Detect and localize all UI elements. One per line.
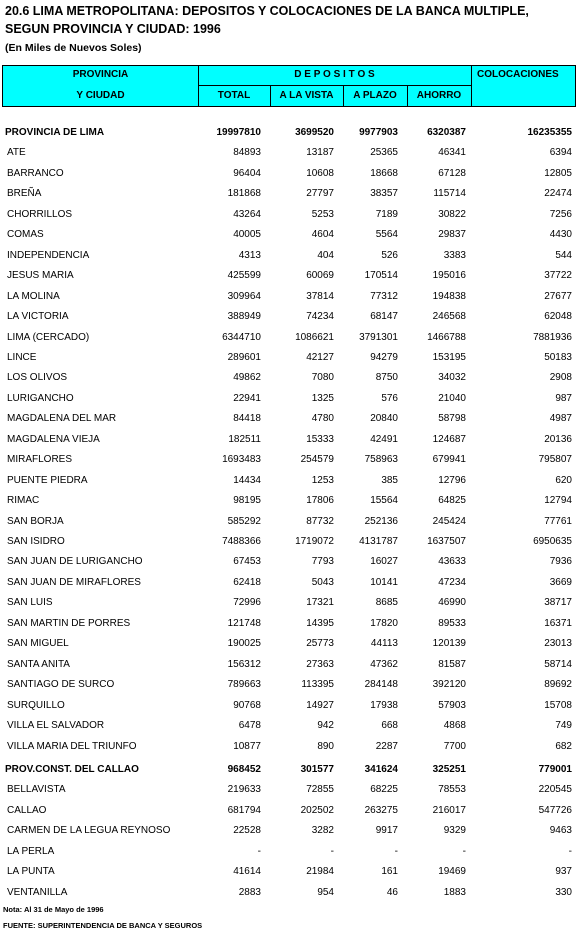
total-cell: 181868	[227, 188, 261, 199]
total-cell: 10877	[233, 741, 261, 752]
header-ahorro: AHORRO	[416, 90, 462, 101]
vista-cell: 3282	[311, 825, 334, 836]
ahorro-cell: 47234	[438, 577, 466, 588]
vista-cell: 5253	[311, 209, 334, 220]
ahorro-cell: 153195	[432, 352, 466, 363]
row-name: LA PUNTA	[7, 866, 55, 877]
total-cell: 22528	[233, 825, 261, 836]
table-row	[0, 697, 578, 715]
row-name: SAN LUIS	[7, 597, 53, 608]
ahorro-cell: 30822	[438, 209, 466, 220]
vista-cell: 10608	[306, 168, 334, 179]
source-note: FUENTE: SUPERINTENDENCIA DE BANCA Y SEGUROS	[3, 921, 203, 930]
plazo-cell: 758963	[364, 454, 398, 465]
row-name: SAN JUAN DE LURIGANCHO	[7, 556, 143, 567]
vista-cell: 5043	[311, 577, 334, 588]
row-name: CHORRILLOS	[7, 209, 73, 220]
colocaciones-cell: 6950635	[533, 536, 572, 547]
ahorro-cell: 679941	[432, 454, 466, 465]
colocaciones-cell: 38717	[544, 597, 572, 608]
table-title-line2: SEGUN PROVINCIA Y CIUDAD: 1996	[5, 22, 221, 36]
total-cell: 219633	[227, 784, 261, 795]
ahorro-cell: 120139	[432, 638, 466, 649]
plazo-cell: 8685	[375, 597, 398, 608]
plazo-cell: 25365	[370, 147, 398, 158]
vista-cell: 202502	[300, 805, 334, 816]
ahorro-cell: 124687	[432, 434, 466, 445]
colocaciones-cell: 779001	[538, 764, 572, 775]
total-cell: -	[257, 846, 261, 857]
row-name: LA VICTORIA	[7, 311, 69, 322]
ahorro-cell: 29837	[438, 229, 466, 240]
table-row	[0, 843, 578, 861]
vista-cell: 13187	[306, 147, 334, 158]
ahorro-cell: 4868	[443, 720, 466, 731]
vista-cell: 27363	[306, 659, 334, 670]
total-cell: 789663	[227, 679, 261, 690]
vista-cell: 17806	[306, 495, 334, 506]
units-note: (En Miles de Nuevos Soles)	[5, 42, 142, 54]
ahorro-cell: 58798	[438, 413, 466, 424]
row-name: SAN JUAN DE MIRAFLORES	[7, 577, 141, 588]
total-cell: 84418	[233, 413, 261, 424]
ahorro-cell: 9329	[443, 825, 466, 836]
plazo-cell: 170514	[364, 270, 398, 281]
colocaciones-cell: 50183	[544, 352, 572, 363]
ahorro-cell: 6320387	[427, 127, 466, 138]
total-cell: 84893	[233, 147, 261, 158]
total-cell: 7488366	[222, 536, 261, 547]
header-divider	[198, 85, 471, 86]
total-cell: 62418	[233, 577, 261, 588]
colocaciones-cell: 544	[555, 250, 572, 261]
ahorro-cell: 7700	[443, 741, 466, 752]
colocaciones-cell: 795807	[538, 454, 572, 465]
vista-cell: 25773	[306, 638, 334, 649]
table-header	[2, 65, 576, 107]
ahorro-cell: 64825	[438, 495, 466, 506]
ahorro-cell: 67128	[438, 168, 466, 179]
table-row	[0, 390, 578, 408]
table-row	[0, 165, 578, 183]
colocaciones-cell: 4987	[549, 413, 572, 424]
table-row	[0, 863, 578, 881]
table-row	[0, 267, 578, 285]
colocaciones-cell: 7936	[549, 556, 572, 567]
ahorro-cell: 81587	[438, 659, 466, 670]
row-name: LA MOLINA	[7, 291, 60, 302]
table-row	[0, 574, 578, 592]
plazo-cell: 385	[381, 475, 398, 486]
ahorro-cell: 57903	[438, 700, 466, 711]
row-name: SANTA ANITA	[7, 659, 70, 670]
plazo-cell: 2287	[375, 741, 398, 752]
table-row	[0, 451, 578, 469]
row-name: SAN MIGUEL	[7, 638, 69, 649]
colocaciones-cell: 89692	[544, 679, 572, 690]
vista-cell: 954	[317, 887, 334, 898]
total-cell: 182511	[228, 434, 261, 445]
total-cell: 425599	[227, 270, 261, 281]
ahorro-cell: 43633	[438, 556, 466, 567]
plazo-cell: -	[394, 846, 398, 857]
vista-cell: 4780	[311, 413, 334, 424]
plazo-cell: 576	[381, 393, 398, 404]
vista-cell: 74234	[306, 311, 334, 322]
ahorro-cell: 34032	[438, 372, 466, 383]
vista-cell: 3699520	[295, 127, 334, 138]
plazo-cell: 263275	[364, 805, 398, 816]
table-row	[0, 349, 578, 367]
plazo-cell: 668	[381, 720, 398, 731]
plazo-cell: 17938	[370, 700, 398, 711]
plazo-cell: 38357	[370, 188, 398, 199]
colocaciones-cell: 77761	[544, 516, 572, 527]
vista-cell: 14927	[306, 700, 334, 711]
total-cell: 14434	[233, 475, 261, 486]
vista-cell: 1325	[311, 393, 334, 404]
table-row	[0, 738, 578, 756]
vista-cell: 7080	[311, 372, 334, 383]
plazo-cell: 9917	[375, 825, 398, 836]
table-row	[0, 144, 578, 162]
colocaciones-cell: 4430	[549, 229, 572, 240]
colocaciones-cell: 220545	[538, 784, 572, 795]
total-cell: 388949	[227, 311, 261, 322]
colocaciones-cell: -	[568, 846, 572, 857]
table-row	[0, 206, 578, 224]
table-row	[0, 594, 578, 612]
ahorro-cell: 78553	[438, 784, 466, 795]
plazo-cell: 4131787	[359, 536, 398, 547]
row-name: MIRAFLORES	[7, 454, 73, 465]
colocaciones-cell: 16235355	[527, 127, 572, 138]
vista-cell: 15333	[306, 434, 334, 445]
header-provincia: PROVINCIA	[72, 69, 129, 80]
colocaciones-cell: 6394	[549, 147, 572, 158]
vista-cell: 301577	[300, 764, 334, 775]
ahorro-cell: 21040	[438, 393, 466, 404]
row-name: CARMEN DE LA LEGUA REYNOSO	[7, 825, 171, 836]
ahorro-cell: 195016	[432, 270, 466, 281]
plazo-cell: 94279	[370, 352, 398, 363]
row-name: PUENTE PIEDRA	[7, 475, 88, 486]
table-row	[0, 369, 578, 387]
total-cell: 43264	[233, 209, 261, 220]
row-name: COMAS	[7, 229, 44, 240]
total-cell: 19997810	[216, 127, 261, 138]
row-name: BELLAVISTA	[7, 784, 66, 795]
total-cell: 90768	[233, 700, 261, 711]
ahorro-cell: 3383	[443, 250, 466, 261]
row-name: CALLAO	[7, 805, 47, 816]
ahorro-cell: 12796	[438, 475, 466, 486]
ahorro-cell: 1466788	[427, 332, 466, 343]
header-depositos: D E P O S I T O S	[294, 69, 375, 80]
table-row	[0, 553, 578, 571]
vista-cell: 254579	[300, 454, 334, 465]
total-cell: 1693483	[222, 454, 261, 465]
colocaciones-cell: 27677	[544, 291, 572, 302]
total-cell: 6344710	[222, 332, 261, 343]
ahorro-cell: 46341	[438, 147, 466, 158]
total-cell: 22941	[233, 393, 261, 404]
colocaciones-cell: 9463	[549, 825, 572, 836]
vista-cell: 7793	[311, 556, 334, 567]
plazo-cell: 9977903	[359, 127, 398, 138]
plazo-cell: 20840	[370, 413, 398, 424]
vista-cell: 21984	[306, 866, 334, 877]
header-total: TOTAL	[217, 90, 251, 101]
vista-cell: 87732	[306, 516, 334, 527]
colocaciones-cell: 12805	[544, 168, 572, 179]
row-name: INDEPENDENCIA	[7, 250, 90, 261]
total-cell: 190025	[227, 638, 261, 649]
row-name: LURIGANCHO	[7, 393, 74, 404]
vista-cell: 1253	[311, 475, 334, 486]
plazo-cell: 46	[386, 887, 398, 898]
total-cell: 72996	[233, 597, 261, 608]
vista-cell: 113395	[301, 679, 334, 690]
colocaciones-cell: 937	[555, 866, 572, 877]
table-row	[0, 822, 578, 840]
table-row	[0, 492, 578, 510]
table-title-line1: 20.6 LIMA METROPOLITANA: DEPOSITOS Y COLOCACIONES DE LA BANCA MULTIPLE,	[5, 4, 529, 18]
colocaciones-cell: 58714	[544, 659, 572, 670]
vista-cell: 17321	[306, 597, 334, 608]
row-name: VILLA MARIA DEL TRIUNFO	[7, 741, 137, 752]
row-name: MAGDALENA DEL MAR	[7, 413, 117, 424]
colocaciones-cell: 16371	[544, 618, 572, 629]
total-cell: 156312	[227, 659, 261, 670]
total-cell: 41614	[233, 866, 261, 877]
colocaciones-cell: 62048	[544, 311, 572, 322]
row-name: ATE	[7, 147, 26, 158]
table-row	[0, 676, 578, 694]
table-row	[0, 185, 578, 203]
row-name: LOS OLIVOS	[7, 372, 68, 383]
row-name: PROV.CONST. DEL CALLAO	[5, 764, 139, 775]
table-row	[0, 533, 578, 551]
plazo-cell: 10141	[370, 577, 398, 588]
ahorro-cell: -	[462, 846, 466, 857]
plazo-cell: 15564	[370, 495, 398, 506]
colocaciones-cell: 330	[555, 887, 572, 898]
colocaciones-cell: 547726	[538, 805, 572, 816]
vista-cell: 4604	[311, 229, 334, 240]
colocaciones-cell: 22474	[544, 188, 572, 199]
plazo-cell: 252136	[364, 516, 398, 527]
table-row	[0, 656, 578, 674]
total-cell: 121748	[227, 618, 261, 629]
plazo-cell: 8750	[375, 372, 398, 383]
table-row	[0, 781, 578, 799]
table-row	[0, 410, 578, 428]
colocaciones-cell: 749	[555, 720, 572, 731]
total-cell: 2883	[238, 887, 261, 898]
header-ciudad: Y CIUDAD	[76, 90, 125, 101]
table-row	[0, 513, 578, 531]
header-a-la-vista: A LA VISTA	[279, 90, 334, 101]
row-name: SURQUILLO	[7, 700, 65, 711]
row-name: LA PERLA	[7, 846, 55, 857]
total-cell: 96404	[233, 168, 261, 179]
plazo-cell: 42491	[370, 434, 398, 445]
row-name: VENTANILLA	[7, 887, 68, 898]
row-name: RIMAC	[7, 495, 40, 506]
row-name: VILLA EL SALVADOR	[7, 720, 105, 731]
total-cell: 681794	[227, 805, 261, 816]
ahorro-cell: 245424	[432, 516, 466, 527]
plazo-cell: 284148	[364, 679, 398, 690]
plazo-cell: 18668	[370, 168, 398, 179]
date-note: Nota: Al 31 de Mayo de 1996	[3, 905, 104, 914]
total-cell: 309964	[227, 291, 261, 302]
vista-cell: 72855	[306, 784, 334, 795]
row-name: SAN MARTIN DE PORRES	[7, 618, 131, 629]
table-row	[0, 615, 578, 633]
total-cell: 289601	[227, 352, 261, 363]
plazo-cell: 5564	[375, 229, 398, 240]
ahorro-cell: 392120	[432, 679, 466, 690]
ahorro-cell: 1883	[443, 887, 466, 898]
plazo-cell: 3791301	[359, 332, 398, 343]
table-row	[0, 431, 578, 449]
vista-cell: 42127	[306, 352, 334, 363]
table-row	[0, 884, 578, 902]
ahorro-cell: 216017	[432, 805, 466, 816]
plazo-cell: 68147	[370, 311, 398, 322]
ahorro-cell: 325251	[432, 764, 466, 775]
plazo-cell: 341624	[364, 764, 398, 775]
plazo-cell: 161	[381, 866, 398, 877]
table-row	[0, 247, 578, 265]
row-name: MAGDALENA VIEJA	[7, 434, 100, 445]
ahorro-cell: 246568	[432, 311, 466, 322]
header-colocaciones: COLOCACIONES	[477, 69, 559, 80]
plazo-cell: 77312	[370, 291, 398, 302]
colocaciones-cell: 620	[555, 475, 572, 486]
colocaciones-cell: 20136	[544, 434, 572, 445]
plazo-cell: 47362	[370, 659, 398, 670]
total-cell: 49862	[233, 372, 261, 383]
table-row	[0, 308, 578, 326]
plazo-cell: 7189	[375, 209, 398, 220]
colocaciones-cell: 23013	[544, 638, 572, 649]
colocaciones-cell: 682	[555, 741, 572, 752]
table-row	[0, 288, 578, 306]
vista-cell: 37814	[306, 291, 334, 302]
colocaciones-cell: 15708	[544, 700, 572, 711]
vista-cell: 1086621	[295, 332, 334, 343]
vista-cell: 890	[317, 741, 334, 752]
colocaciones-cell: 987	[555, 393, 572, 404]
vista-cell: 60069	[306, 270, 334, 281]
colocaciones-cell: 3669	[549, 577, 572, 588]
total-cell: 6478	[238, 720, 261, 731]
row-name: BREÑA	[7, 188, 42, 199]
table-row	[0, 472, 578, 490]
row-name: PROVINCIA DE LIMA	[5, 127, 105, 138]
vista-cell: 14395	[306, 618, 334, 629]
row-name: SAN ISIDRO	[7, 536, 65, 547]
table-row	[0, 802, 578, 820]
vista-cell: 27797	[306, 188, 334, 199]
colocaciones-cell: 2908	[549, 372, 572, 383]
total-cell: 67453	[233, 556, 261, 567]
total-cell: 585292	[227, 516, 261, 527]
colocaciones-cell: 37722	[544, 270, 572, 281]
plazo-cell: 44113	[370, 638, 398, 649]
total-cell: 968452	[227, 764, 261, 775]
ahorro-cell: 46990	[438, 597, 466, 608]
row-name: LIMA (CERCADO)	[7, 332, 90, 343]
colocaciones-cell: 12794	[544, 495, 572, 506]
row-name: SAN BORJA	[7, 516, 64, 527]
colocaciones-cell: 7881936	[533, 332, 572, 343]
total-cell: 4313	[238, 250, 261, 261]
row-name: LINCE	[7, 352, 37, 363]
table-row	[0, 124, 578, 142]
table-row	[0, 226, 578, 244]
ahorro-cell: 194838	[432, 291, 466, 302]
vista-cell: 404	[317, 250, 334, 261]
ahorro-cell: 19469	[438, 866, 466, 877]
row-name: BARRANCO	[7, 168, 64, 179]
plazo-cell: 526	[381, 250, 398, 261]
vista-cell: -	[330, 846, 334, 857]
table-row	[0, 329, 578, 347]
plazo-cell: 17820	[370, 618, 398, 629]
plazo-cell: 68225	[370, 784, 398, 795]
row-name: JESUS MARIA	[7, 270, 74, 281]
vista-cell: 942	[317, 720, 334, 731]
total-cell: 98195	[233, 495, 261, 506]
header-divider	[471, 66, 472, 106]
colocaciones-cell: 7256	[549, 209, 572, 220]
plazo-cell: 16027	[370, 556, 398, 567]
ahorro-cell: 89533	[438, 618, 466, 629]
row-name: SANTIAGO DE SURCO	[7, 679, 115, 690]
table-row	[0, 761, 578, 779]
table-row	[0, 717, 578, 735]
vista-cell: 1719072	[295, 536, 334, 547]
total-cell: 40005	[233, 229, 261, 240]
header-a-plazo: A PLAZO	[353, 90, 397, 101]
ahorro-cell: 115714	[433, 188, 466, 199]
table-row	[0, 635, 578, 653]
ahorro-cell: 1637507	[427, 536, 466, 547]
